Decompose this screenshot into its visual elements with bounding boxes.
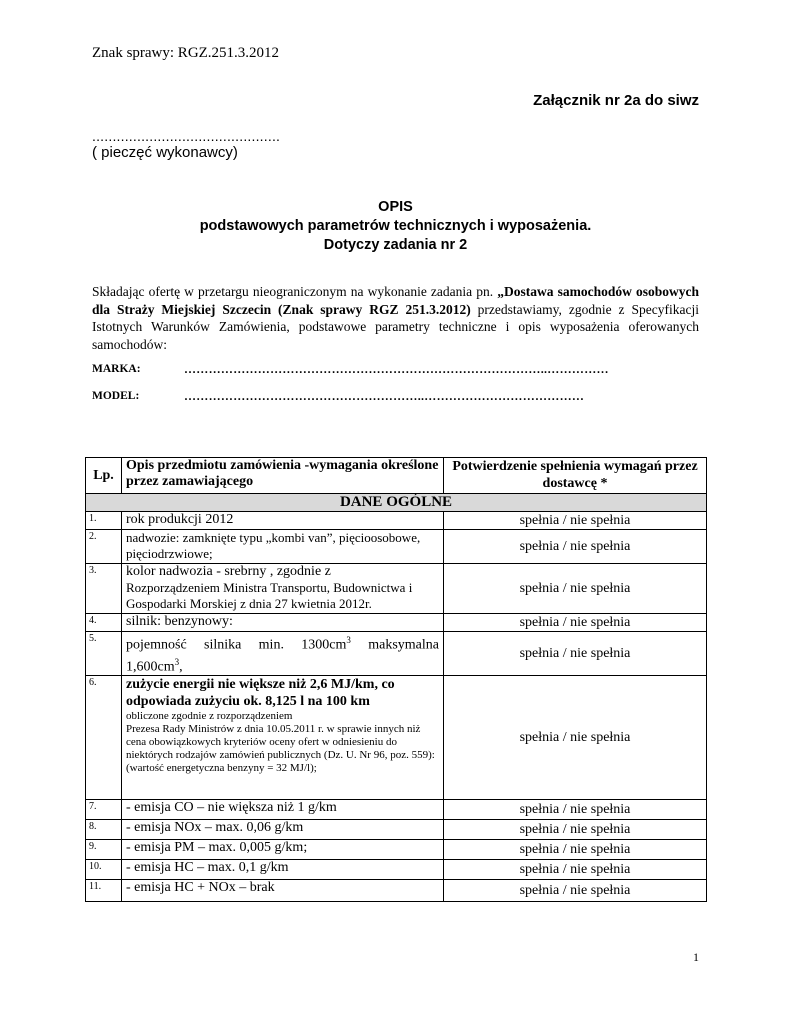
- table-row: [86, 880, 707, 902]
- row-number: 2.: [86, 530, 122, 564]
- confirmation-cell: spełnia / nie spełnia: [444, 512, 707, 530]
- table-row: [86, 820, 707, 840]
- row-description-detail: Rozporządzeniem Ministra Transportu, Budownictwa i Gospodarki Morskiej z dnia 27 kwietnia 2012r.: [126, 580, 413, 611]
- row-description: - emisja HC + NOx – brak: [122, 880, 444, 902]
- header-description: Opis przedmiotu zamówienia -wymagania określone przez zamawiającego: [122, 458, 444, 494]
- regulation-detail: Prezesa Rady Ministrów z dnia 10.05.2011 r. w sprawie innych niż cena obowiązkowych kryteriów oceny ofert w odniesieniu do niektórych rodzajów zamówień publicznych (Dz. U. Nr 96, poz. 559): (wartość energetyczna benzyny = 32 MJ/l);: [126, 723, 435, 775]
- confirmation-cell: spełnia / nie spełnia: [444, 614, 707, 632]
- model-label: MODEL:: [92, 390, 140, 402]
- confirmation-cell: spełnia / nie spełnia: [444, 632, 707, 676]
- row-number: 8.: [86, 820, 122, 840]
- confirmation-cell: spełnia / nie spełnia: [444, 880, 707, 902]
- title-line-2: podstawowych parametrów technicznych i wyposażenia.: [199, 218, 592, 234]
- table-row: [86, 564, 707, 614]
- row-text: zużycie energii nie większe niż: [126, 677, 310, 693]
- table-header-row: [86, 458, 707, 494]
- table-row: [86, 860, 707, 880]
- confirmation-cell: spełnia / nie spełnia: [444, 820, 707, 840]
- intro-paragraph: [92, 283, 699, 353]
- table-row: [86, 800, 707, 820]
- row-text: 2,6 MJ/km, co odpowiada zużyciu ok. 8,125 l na 100 km: [126, 677, 395, 710]
- confirmation-cell: spełnia / nie spełnia: [444, 860, 707, 880]
- superscript: 3: [346, 635, 351, 645]
- section-row: [86, 494, 707, 512]
- intro-text-bold: „Dostawa samochodów osobowych dla Straży Miejskiej Szczecin (Znak sprawy RGZ 251.3.2012): [92, 284, 699, 317]
- stamp-dots: ..............................................: [92, 128, 281, 144]
- row-number: 6.: [86, 676, 122, 800]
- row-description: - emisja NOx – max. 0,06 g/km: [122, 820, 444, 840]
- parameters-table: [85, 457, 707, 902]
- table-row: [86, 530, 707, 564]
- row-number: 9.: [86, 840, 122, 860]
- table-row: [86, 614, 707, 632]
- confirmation-cell: spełnia / nie spełnia: [444, 840, 707, 860]
- row-description: [122, 632, 444, 676]
- section-title: DANE OGÓLNE: [86, 494, 707, 512]
- table-row: [86, 632, 707, 676]
- row-description-line: kolor nadwozia - srebrny , zgodnie z: [126, 564, 331, 579]
- header-confirmation: Potwierdzenie spełnienia wymagań przez dostawcę *: [444, 458, 707, 494]
- model-value: …………………………………………………..…………………………………: [184, 389, 585, 403]
- case-number: Znak sprawy: RGZ.251.3.2012: [92, 45, 280, 61]
- row-number: 11.: [86, 880, 122, 902]
- row-description: - emisja CO – nie większa niż 1 g/km: [122, 800, 444, 820]
- regulation-line: obliczone zgodnie z rozporządzeniem: [126, 710, 293, 723]
- row-text: pojemność silnika min. 1300cm: [126, 637, 347, 653]
- confirmation-cell: spełnia / nie spełnia: [444, 530, 707, 564]
- row-description: nadwozie: zamknięte typu „kombi van”, pięcioosobowe, pięciodrzwiowe;: [122, 530, 444, 564]
- superscript: 3: [174, 656, 180, 667]
- title-line-1: OPIS: [378, 199, 413, 215]
- row-number: 10.: [86, 860, 122, 880]
- row-number: 4.: [86, 614, 122, 632]
- row-number: 1.: [86, 512, 122, 530]
- row-number: 3.: [86, 564, 122, 614]
- row-number: 5.: [86, 632, 122, 676]
- header-lp: Lp.: [86, 458, 122, 494]
- table-row: [86, 676, 707, 800]
- annex-label: Załącznik nr 2a do siwz: [533, 92, 699, 109]
- brand-value: ……………………………………………………………………………..……………: [184, 362, 609, 376]
- row-text: maksymalna 1,600cm: [126, 637, 439, 675]
- row-description: rok produkcji 2012: [122, 512, 444, 530]
- energy-requirement: [126, 676, 439, 710]
- document-title: [0, 198, 791, 255]
- row-description: - emisja HC – max. 0,1 g/km: [122, 860, 444, 880]
- title-line-3: Dotyczy zadania nr 2: [323, 237, 468, 253]
- row-number: 7.: [86, 800, 122, 820]
- row-text: ,: [179, 659, 183, 675]
- row-description: [122, 564, 444, 614]
- row-description: silnik: benzynowy:: [122, 614, 444, 632]
- page-number: 1: [693, 950, 699, 964]
- stamp-label: ( pieczęć wykonawcy): [92, 144, 238, 161]
- row-description: [122, 676, 444, 800]
- row-description: - emisja PM – max. 0,005 g/km;: [122, 840, 444, 860]
- brand-label: MARKA:: [92, 363, 141, 375]
- confirmation-cell: spełnia / nie spełnia: [444, 564, 707, 614]
- intro-text-start: Składając ofertę w przetargu nieograniczonym na wykonanie zadania pn.: [92, 284, 498, 299]
- confirmation-cell: spełnia / nie spełnia: [444, 800, 707, 820]
- intro-text-end: przedstawiamy, zgodnie z Specyfikacji Istotnych Warunków Zamówienia, podstawowe parametry techniczne i opis wyposażenia oferowanych samochodów:: [92, 301, 699, 352]
- confirmation-cell: spełnia / nie spełnia: [444, 676, 707, 800]
- table-row: [86, 512, 707, 530]
- table-row: [86, 840, 707, 860]
